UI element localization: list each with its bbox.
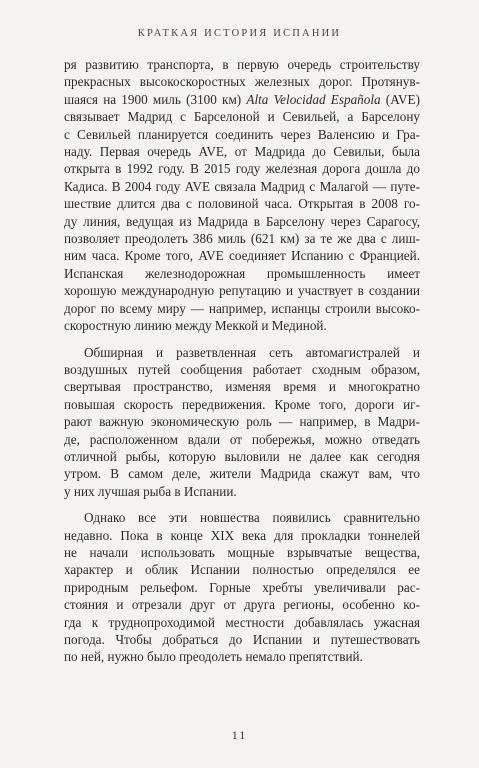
text-line: ним часа. Кроме того, AVE соединяет Испанию с Францией. (64, 248, 420, 264)
text-line: характер и облик Испании полностью определялся ее (64, 562, 420, 578)
running-head: КРАТКАЯ ИСТОРИЯ ИСПАНИИ (137, 28, 342, 39)
text-line: прекрасных высокоскоростных железных дорог. Протянув- (64, 74, 420, 90)
body-text (64, 56, 420, 666)
text-line: шествие длится два с половиной часа. Открытая в 2008 го- (64, 196, 420, 212)
text-line: хорошую международную репутацию и участвует в создании (64, 283, 420, 299)
page-number: 11 (231, 728, 248, 742)
text-line: скоростную линию между Меккой и Мединой. (64, 318, 327, 334)
text-line: рают важную экономическую роль — например, в Мадри- (64, 414, 420, 430)
text-line: Однако все эти новшества появились сравнительно (84, 510, 420, 526)
text-line: воздушных путей сообщения работает сходным образом, (64, 361, 420, 377)
text-line: позволяет преодолеть 386 миль (621 км) за те же два с лиш- (64, 231, 420, 247)
text-line: ду линия, ведущая из Мадрида в Барселону через Сарагосу, (64, 213, 420, 229)
text-line: наду. Первая очередь AVE, от Мадрида до Севильи, была (64, 144, 420, 160)
text-line: природным рельефом. Горные хребты увеличивали рас- (64, 579, 420, 595)
paragraph-1 (64, 56, 420, 335)
text-line: с Севильей планируется соединить через Валенсию и Гра- (64, 126, 420, 142)
text-line: гда к труднопроходимой местности добавлялась ужасная (64, 614, 420, 630)
paragraph-2 (64, 344, 420, 501)
text-line: свертывая пространство, изменяя время и многократно (64, 379, 420, 395)
text-line: отличной рыбы, которую выловили не далее как сегодня (64, 448, 420, 464)
text-line: Обширная и разветвленная сеть автомагистралей и (84, 344, 420, 360)
text-line: утром. В самом деле, жители Мадрида скажут вам, что (64, 466, 420, 482)
text-line: связывает Мадрид с Барселоной и Севильей, а Барселону (64, 109, 420, 125)
text-line: Испанская железнодорожная промышленность имеет (64, 265, 420, 281)
text-line: по ней, нужно было преодолеть немало препятствий. (64, 649, 363, 665)
paragraph-3 (64, 509, 420, 666)
text-line: дорог по всему миру — например, испанцы строили высоко- (64, 300, 420, 316)
text-line: погода. Чтобы добраться до Испании и путешествовать (64, 632, 420, 647)
text-line: открыта в 1992 году. В 2015 году железная дорога дошла до (64, 161, 420, 177)
text-line: недавно. Пока в конце XIX века для прокладки тоннелей (64, 527, 420, 543)
text-line: не начали использовать мощные взрывчатые вещества, (64, 544, 420, 560)
text-line: Кадиса. В 2004 году AVE связала Мадрид с Малагой — путе- (64, 178, 420, 194)
text-line: у них лучшая рыба в Испании. (64, 483, 237, 499)
text-line: повышая скорость передвижения. Кроме того, дороги иг- (64, 396, 420, 412)
text-line: ря развитию транспорта, в первую очередь строительству (64, 57, 420, 72)
text-line: де, расположенном вдали от побережья, можно отведать (64, 431, 420, 447)
text-line: шаяся на 1900 миль (3100 км) Alta Velocidad Española (AVE) (64, 91, 420, 107)
text-line: стояния и отрезали друг от друга регионы, особенно ко- (64, 597, 420, 613)
